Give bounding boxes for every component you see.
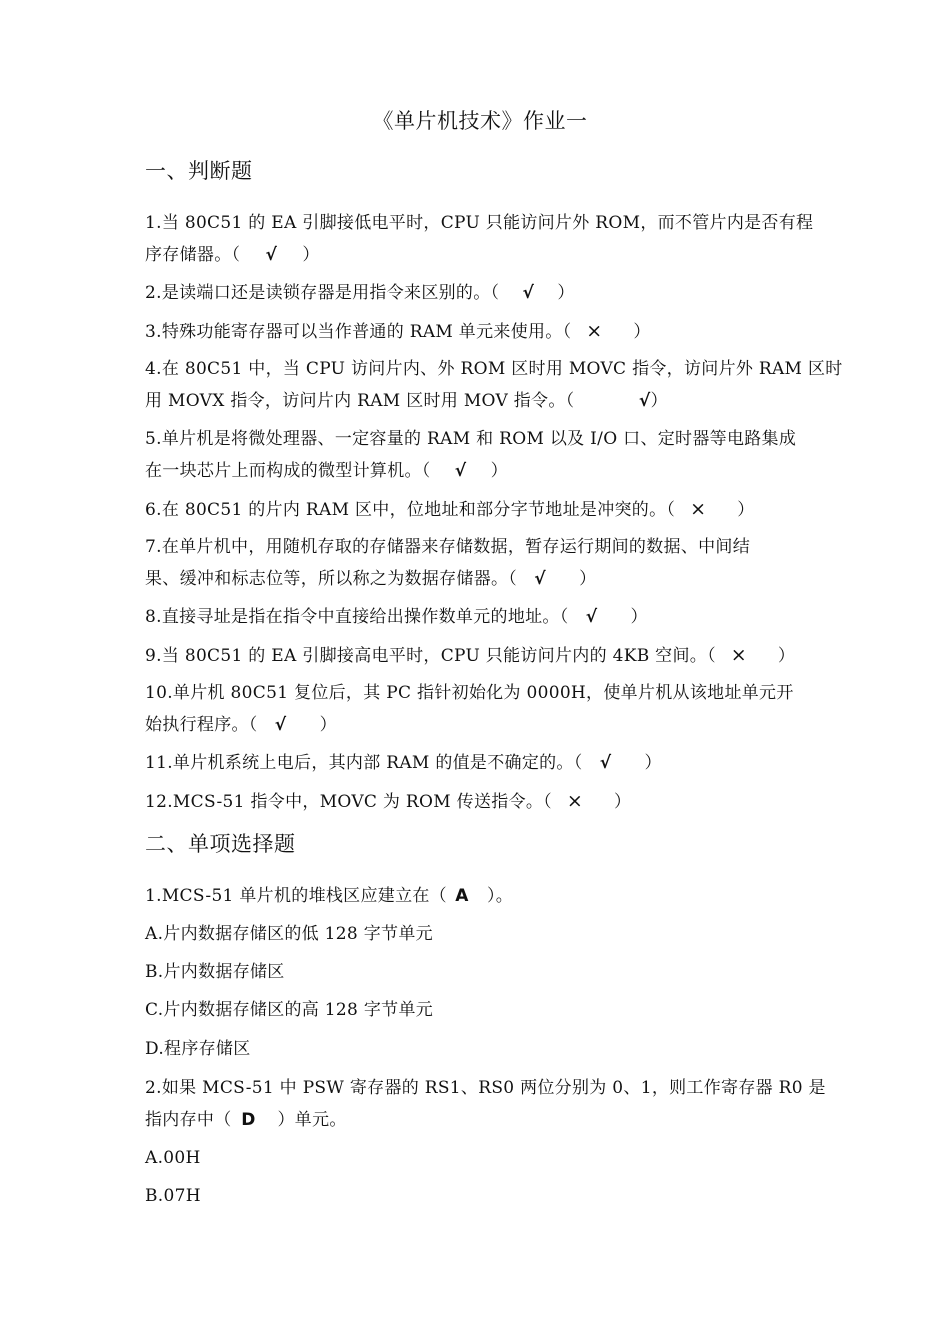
judge-question-4	[145, 353, 843, 417]
question-text-line: 1.当 80C51 的 EA 引脚接低电平时，CPU 只能访问片外 ROM，而不管片内是否有程	[145, 213, 814, 233]
judge-question-1	[145, 207, 815, 271]
question-text-line: 始执行程序。（ √ ）	[145, 709, 815, 741]
question-text-line: 4.在 80C51 中，当 CPU 访问片内、外 ROM 区时用 MOVC 指令，访问片外 RAM 区时	[145, 359, 843, 379]
answer-mark: √	[599, 753, 612, 773]
answer-mark: √	[522, 283, 535, 303]
question-text-line: 用 MOVX 指令，访问片内 RAM 区时用 MOV 指令。（ √）	[145, 385, 815, 417]
question-text-line: 10.单片机 80C51 复位后，其 PC 指针初始化为 0000H，使单片机从该地址单元开	[145, 683, 794, 703]
answer-mark: ×	[690, 498, 707, 520]
question-text-line: 12.MCS-51 指令中，MOVC 为 ROM 传送指令。（ × ）	[145, 785, 815, 818]
answer-mark: √	[265, 245, 278, 265]
question-text-line: 9.当 80C51 的 EA 引脚接高电平时，CPU 只能访问片内的 4KB 空间。（ × ）	[145, 639, 815, 672]
question-text-line: 2.是读端口还是读锁存器是用指令来区别的。（ √ ）	[145, 277, 815, 309]
question-text-line: 5.单片机是将微处理器、一定容量的 RAM 和 ROM 以及 I/O 口、定时器等电路集成	[145, 429, 797, 449]
answer-mark: √	[274, 715, 287, 735]
judge-question-3	[145, 315, 815, 348]
choice-option-a: A.00H	[145, 1148, 201, 1168]
question-text-line: 7.在单片机中，用随机存取的存储器来存储数据，暂存运行期间的数据、中间结	[145, 537, 751, 557]
judge-question-8	[145, 601, 815, 633]
judge-question-2	[145, 277, 815, 309]
answer-letter: A	[455, 886, 469, 906]
choice-option-c: C.片内数据存储区的高 128 字节单元	[145, 1000, 434, 1020]
question-text-line: 3.特殊功能寄存器可以当作普通的 RAM 单元来使用。（ × ）	[145, 315, 815, 348]
answer-mark: ×	[566, 790, 584, 812]
answer-letter: D	[241, 1110, 256, 1130]
judge-question-5	[145, 423, 815, 487]
judge-question-11	[145, 747, 815, 779]
answer-mark: √	[534, 569, 546, 589]
answer-mark: ×	[730, 644, 747, 666]
answer-mark: √	[585, 607, 598, 627]
question-text-line: 指内存中（ D ）单元。	[145, 1104, 815, 1136]
choice-option-d: D.程序存储区	[145, 1039, 251, 1059]
section-heading-judgement: 一、判断题	[145, 159, 253, 183]
answer-mark: ×	[586, 320, 603, 342]
choice-option-b: B.07H	[145, 1186, 201, 1206]
judge-question-9	[145, 639, 815, 672]
question-text-line: 2.如果 MCS-51 中 PSW 寄存器的 RS1、RS0 两位分别为 0、1，则工作寄存器 R0 是	[145, 1078, 826, 1098]
question-text-line: 在一块芯片上而构成的微型计算机。（ √ ）	[145, 455, 815, 487]
question-text-line: 1.MCS-51 单片机的堆栈区应建立在（ A ）。	[145, 880, 815, 912]
section-heading-single-choice: 二、单项选择题	[145, 832, 296, 856]
question-text-line: 序存储器。（ √ ）	[145, 239, 815, 271]
choice-option-b: B.片内数据存储区	[145, 962, 285, 982]
question-text-line: 果、缓冲和标志位等，所以称之为数据存储器。（ √ ）	[145, 563, 815, 595]
choice-question-1	[145, 880, 815, 912]
answer-mark: √	[454, 461, 467, 481]
judge-question-12	[145, 785, 815, 818]
choice-question-2	[145, 1072, 826, 1136]
judge-question-6	[145, 493, 815, 526]
question-text-line: 6.在 80C51 的片内 RAM 区中，位地址和部分字节地址是冲突的。（ × ）	[145, 493, 815, 526]
judge-question-7	[145, 531, 815, 595]
page-title: 《单片机技术》作业一	[372, 109, 588, 133]
question-text-line: 11.单片机系统上电后，其内部 RAM 的值是不确定的。（ √ ）	[145, 747, 815, 779]
choice-option-a: A.片内数据存储区的低 128 字节单元	[145, 924, 433, 944]
question-text-line: 8.直接寻址是指在指令中直接给出操作数单元的地址。（ √ ）	[145, 601, 815, 633]
answer-mark: √	[638, 391, 651, 411]
judge-question-10	[145, 677, 815, 741]
